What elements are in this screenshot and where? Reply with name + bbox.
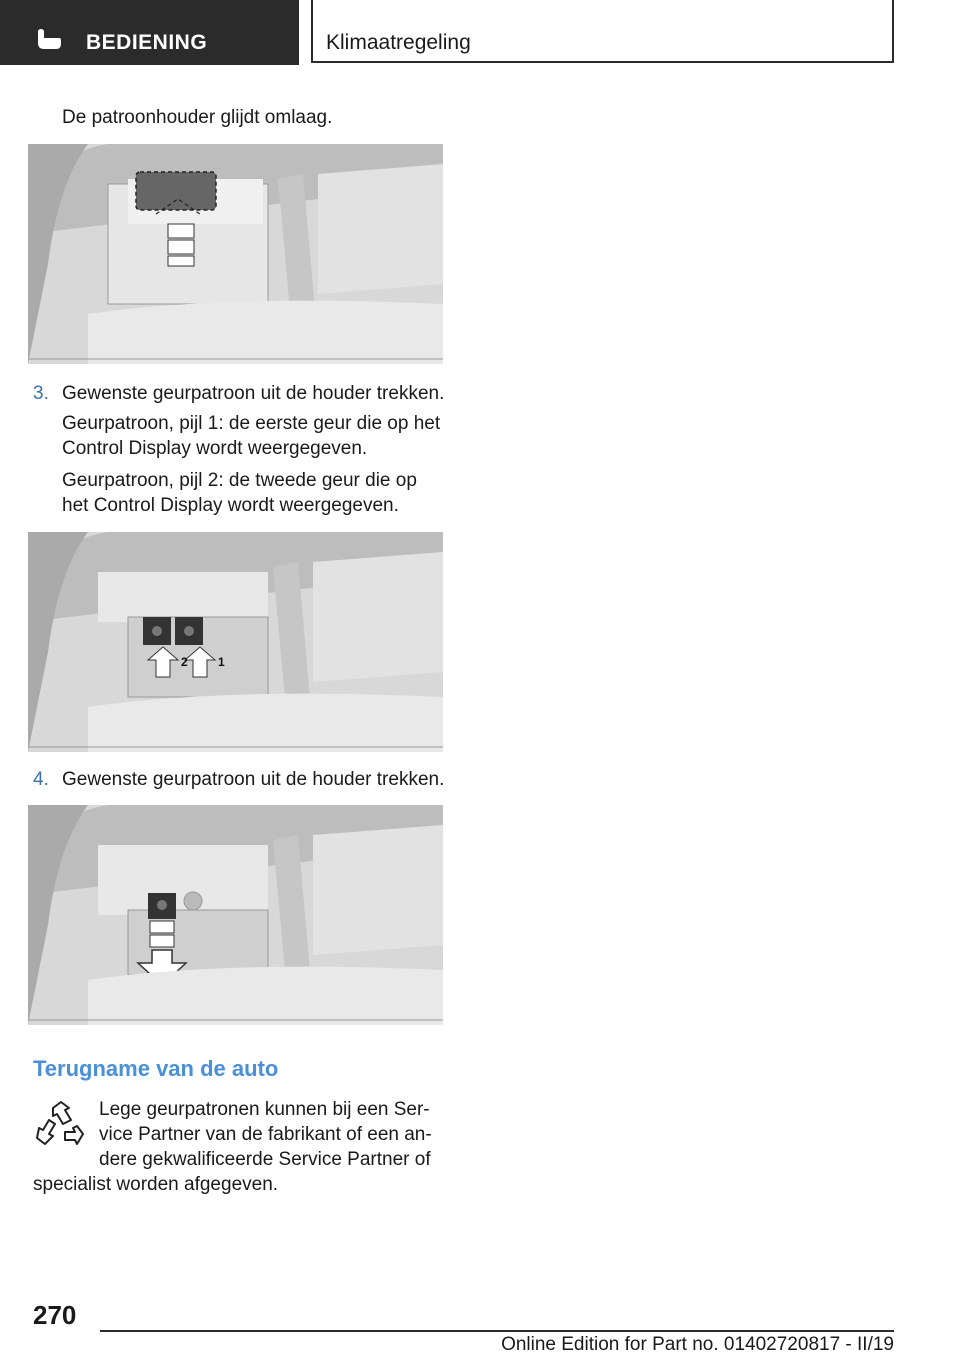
hand-pointer-icon [34, 28, 64, 52]
step-3-para2-line2: het Control Display wordt weergegeven. [62, 495, 399, 516]
cartridge-holder-photo-3 [28, 805, 443, 1025]
header-chapter-tab [311, 0, 894, 63]
section-line-4: specialist worden afgegeven. [33, 1174, 279, 1195]
step-number-3: 3. [33, 383, 49, 404]
page-number: 270 [33, 1300, 77, 1330]
arrow-label-1: 1 [218, 655, 225, 669]
section-line-3: dere gekwalificeerde Service Partner of [99, 1149, 431, 1170]
step-number-4: 4. [33, 769, 49, 790]
section-heading: Terugname van de auto [33, 1056, 279, 1081]
header-section-tab [0, 0, 299, 65]
section-title: BEDIENING [86, 31, 208, 54]
cartridge-holder-photo-2 [28, 532, 443, 752]
recycle-icon [33, 1100, 89, 1152]
intro-text: De patroonhouder glijdt omlaag. [62, 107, 333, 128]
step-3-para2-line1: Geurpatroon, pijl 2: de tweede geur die op [62, 470, 417, 491]
section-line-2: vice Partner van de fabrikant of een an- [99, 1124, 432, 1145]
chapter-title: Klimaatregeling [326, 31, 471, 54]
section-line-1: Lege geurpatronen kunnen bij een Ser- [99, 1099, 430, 1120]
step-4-text: Gewenste geurpatroon uit de houder trekken. [62, 769, 445, 790]
arrow-label-2: 2 [181, 655, 188, 669]
step-3-text: Gewenste geurpatroon uit de houder trekken. [62, 383, 445, 404]
step-3-para1-line2: Control Display wordt weergegeven. [62, 438, 368, 459]
step-3-para1-line1: Geurpatroon, pijl 1: de eerste geur die op het [62, 413, 441, 434]
footer-edition: Online Edition for Part no. 01402720817 - II/19 [501, 1334, 894, 1355]
cartridge-holder-photo-1 [28, 144, 443, 364]
footer-divider [100, 1330, 894, 1332]
